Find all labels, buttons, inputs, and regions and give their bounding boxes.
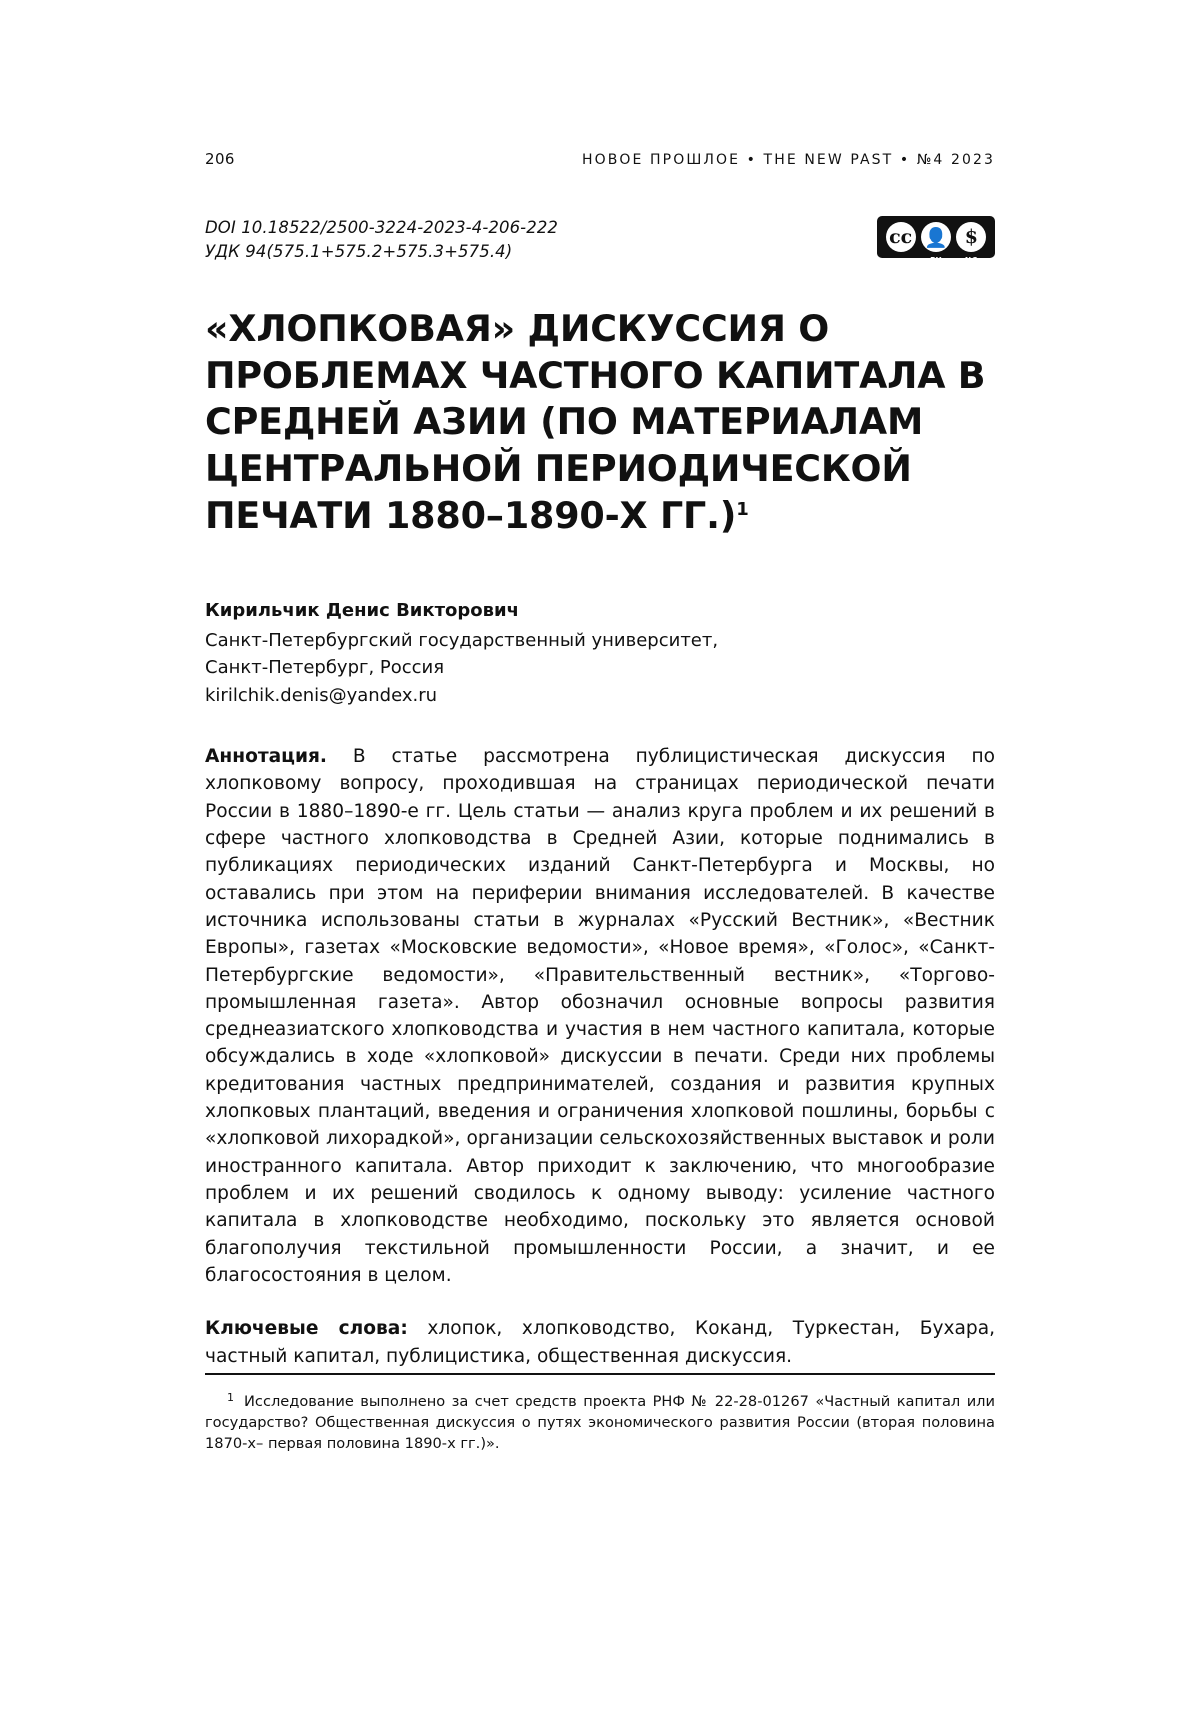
identifier-block [205, 216, 995, 264]
page-number: 206 [205, 150, 235, 168]
cc-by-label: BY [930, 256, 942, 265]
keywords-paragraph [205, 1315, 995, 1370]
creative-commons-icon[interactable] [877, 216, 995, 265]
footnote-text: Исследование выполнено за счет средств проекта РНФ № 22-28-01267 «Частный капитал или государство? Общественная дискуссия о путях экономического развития России (вторая половина 1870-х– первая половина 1890-х гг.)». [205, 1393, 995, 1453]
author-email[interactable]: kirilchik.denis@yandex.ru [205, 684, 438, 706]
keywords-text: хлопок, хлопководство, Коканд, Туркестан, Бухара, частный капитал, публицистика, общественная дискуссия. [205, 1318, 995, 1367]
cc-mark-icon: cc [886, 222, 916, 252]
article-title [205, 306, 995, 540]
footnote-text-block [205, 1391, 995, 1454]
author-affiliation-line-2: Санкт-Петербург, Россия [205, 657, 445, 679]
abstract-label: Аннотация. [205, 745, 327, 767]
title-footnote-marker: 1 [736, 498, 749, 520]
cc-nc-label: NC [964, 256, 978, 265]
keywords-label: Ключевые слова: [205, 1318, 408, 1340]
footnote-marker: 1 [227, 1390, 234, 1404]
cc-nc-icon: $ NC [956, 222, 986, 252]
doi-line: DOI 10.18522/2500-3224-2023-4-206-222 [205, 218, 559, 237]
author-block [205, 597, 995, 708]
udk-line: УДК 94(575.1+575.2+575.3+575.4) [205, 241, 513, 261]
author-name: Кирильчик Денис Викторович [205, 600, 520, 622]
abstract-paragraph [205, 743, 995, 1290]
abstract-text: В статье рассмотрена публицистическая дискуссия по хлопковому вопросу, проходившая на страницах периодической печати России в 1880–1890-е гг. Цель статьи — анализ круга проблем и их решений в сфере частного хлопководства в Средней Азии, которые поднимались в публикациях периодических изданий Санкт-Петербурга и Москвы, но оставались при этом на периферии внимания исследователей. В качестве источника использованы статьи в журналах «Русский Вестник», «Вестник Европы», газетах «Московские ведомости», «Новое время», «Голос», «Санкт-Петербургские ведомости», «Правительственный вестник», «Торгово-промышленная газета». Автор обозначил основные вопросы развития среднеазиатского хлопководства и участия в нем частного капитала, которые обсуждались в ходе «хлопковой» дискуссии в печати. Среди них проблемы кредитования частных предпринимателей, создания и развития крупных хлопковых плантаций, введения и ограничения хлопковой пошлины, борьбы с «хлопковой лихорадкой», организации сельскохозяйственных выставок и роли иностранного капитала. Автор приходит к заключению, что многообразие проблем и их решений сводилось к одному выводу: усиление частного капитала в хлопководстве необходимо, поскольку это является основой благополучия текстильной промышленности России, а значит, и ее благосостояния в целом. [205, 745, 995, 1287]
footnote-area [205, 1373, 995, 1469]
running-head [205, 150, 995, 168]
article-title-text: «ХЛОПКОВАЯ» ДИСКУССИЯ О ПРОБЛЕМАХ ЧАСТНОГО КАПИТАЛА В СРЕДНЕЙ АЗИИ (ПО МАТЕРИАЛАМ ЦЕНТРАЛЬНОЙ ПЕРИОДИЧЕСКОЙ ПЕЧАТИ 1880–1890-Х ГГ.) [205, 306, 986, 537]
identifiers [205, 216, 558, 264]
journal-title-line: НОВОЕ ПРОШЛОЕ • THE NEW PAST • №4 2023 [581, 152, 995, 168]
author-affiliation-line-1: Санкт-Петербургский государственный университет, [205, 629, 719, 651]
footnote-divider [205, 1373, 995, 1375]
cc-by-icon: 👤 BY [921, 222, 951, 252]
